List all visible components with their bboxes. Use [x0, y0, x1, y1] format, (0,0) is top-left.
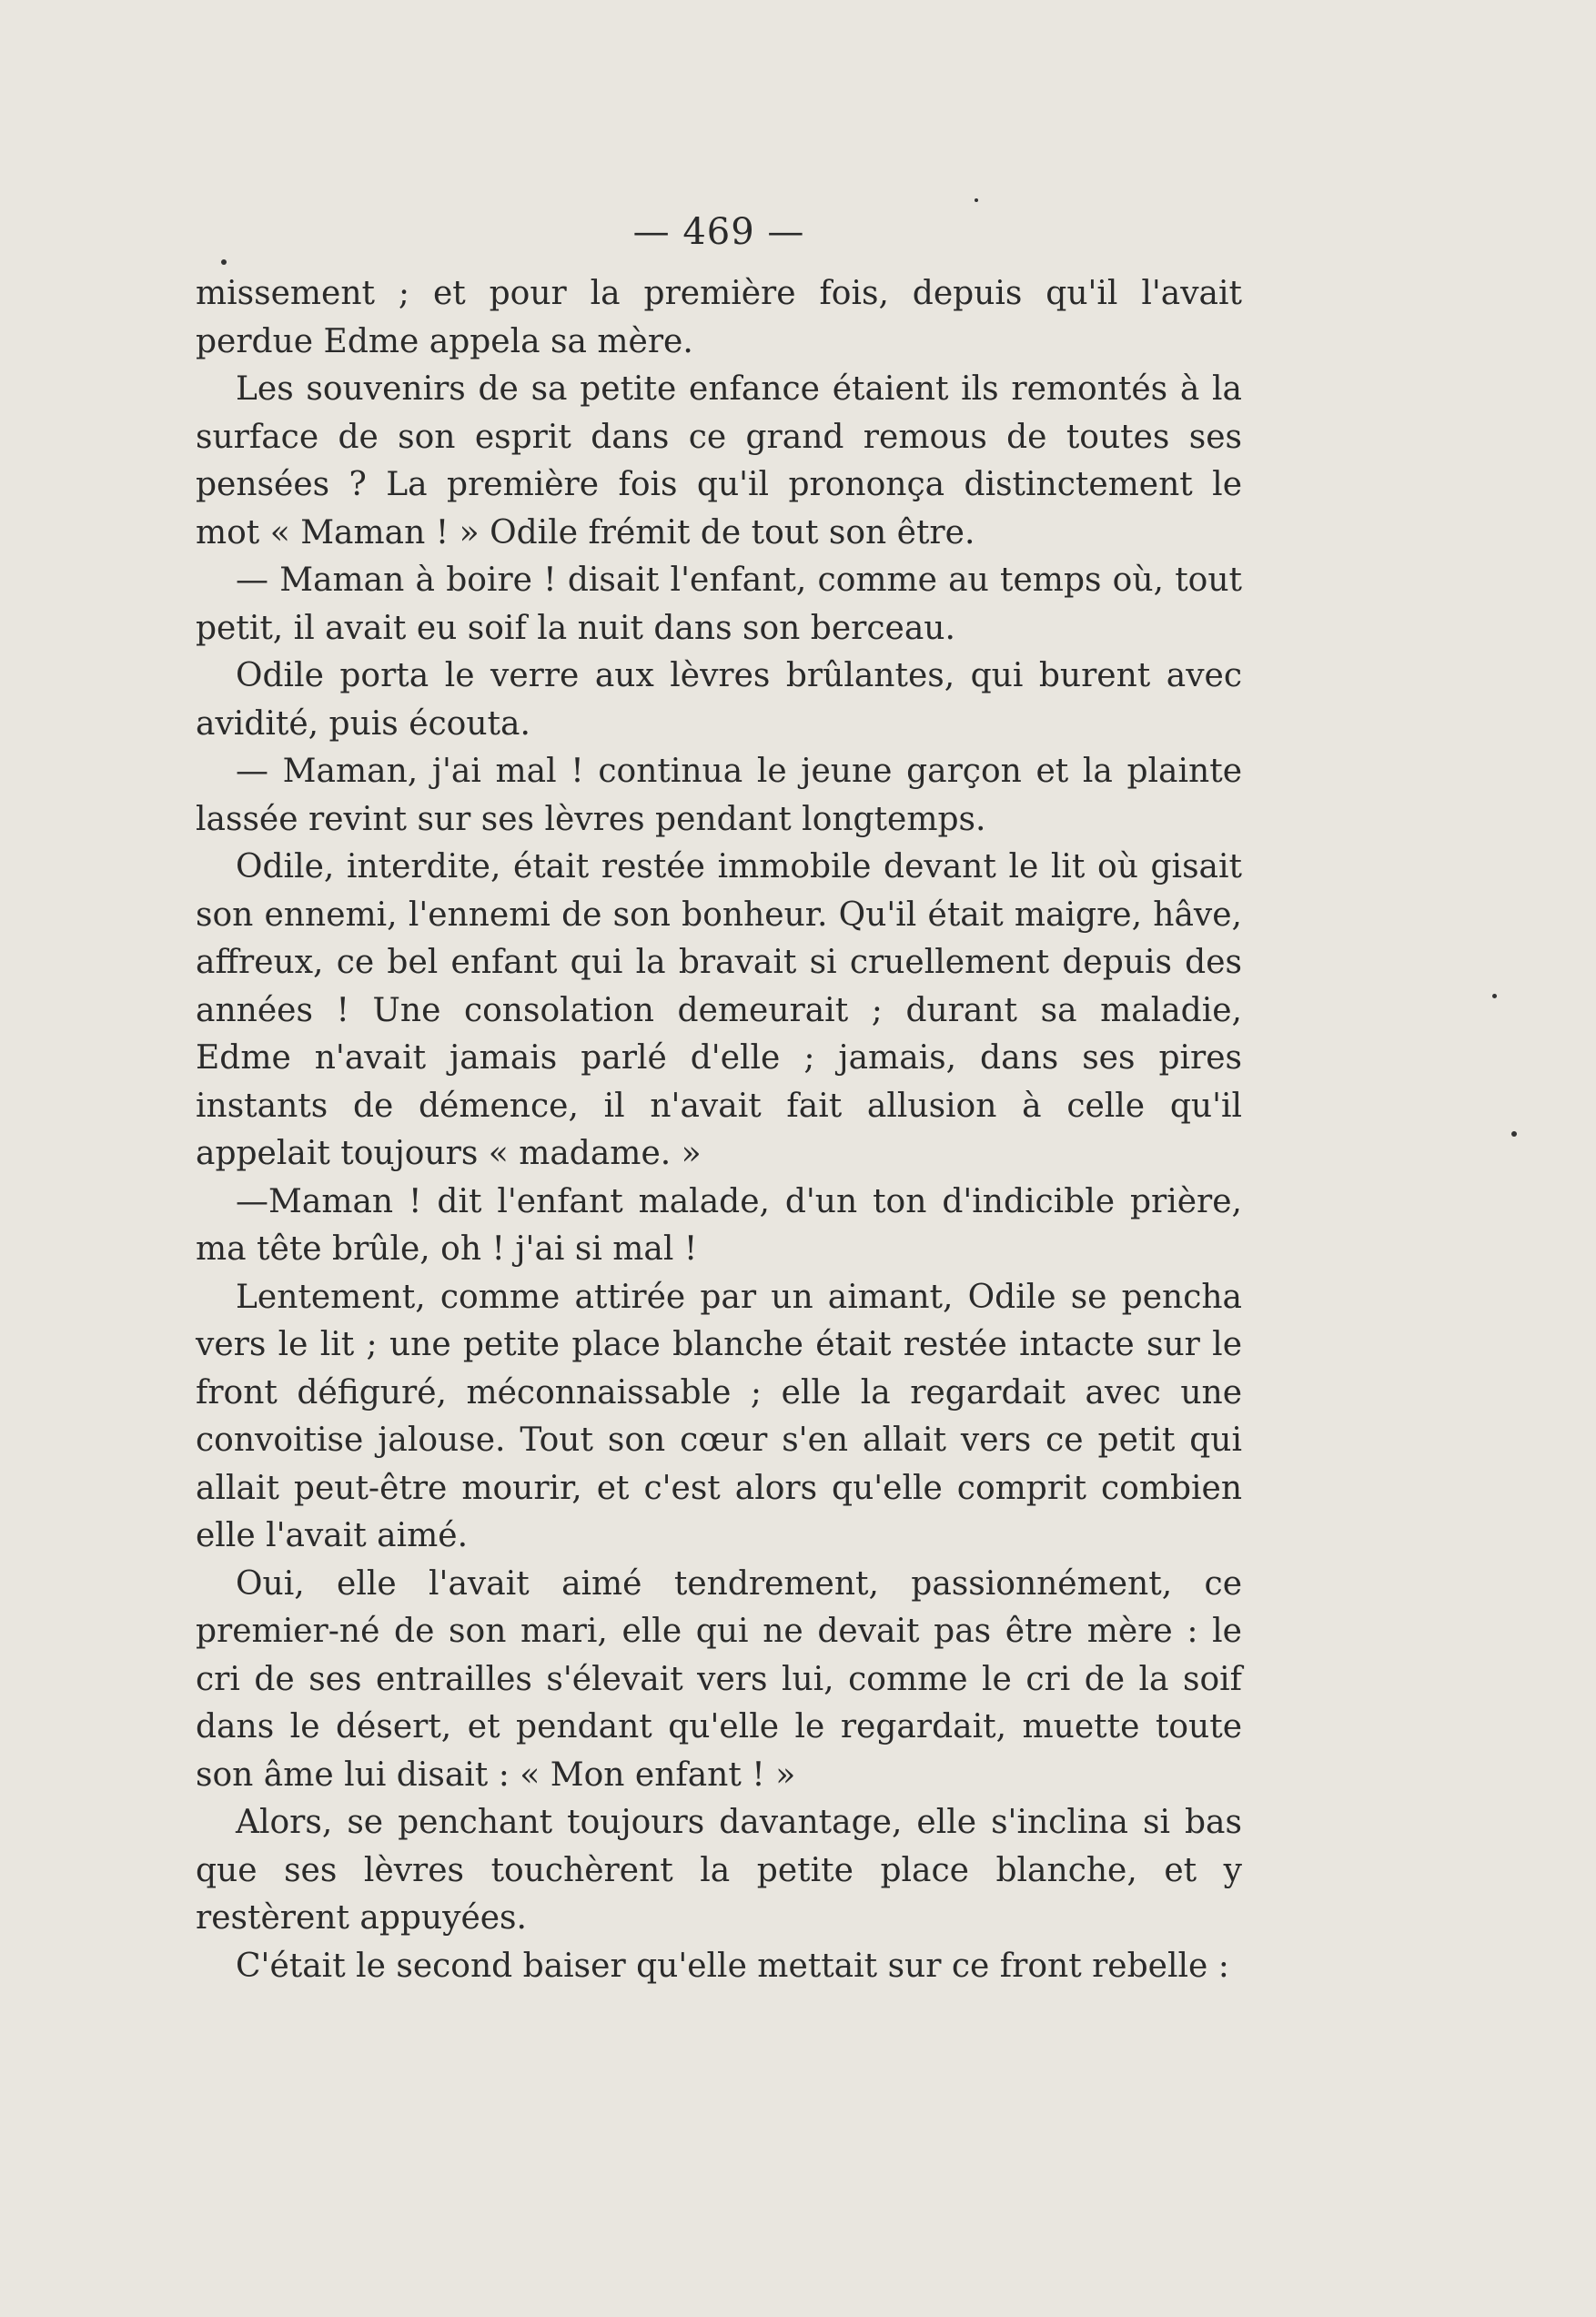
paragraph: — Maman à boire ! disait l'enfant, comme au temps où, tout petit, il avait eu soif la nuit dans son berceau.: [196, 562, 1242, 647]
paragraph: C'était le second baiser qu'elle mettait sur ce front rebelle :: [236, 1947, 1229, 1985]
paragraph: Odile, interdite, était restée immobile devant le lit où gisait son ennemi, l'ennemi de son bonheur. Qu'il était maigre, hâve, affreux, ce bel enfant qui la bravait si cruellement depuis des années ! Une consolation demeurait ; durant sa maladie, Edme n'avait jamais parlé d'elle ; jamais, dans ses pires instants de démence, il n'avait fait allusion à celle qu'il appelait toujours « madame. »: [196, 848, 1242, 1172]
paragraph: —Maman ! dit l'enfant malade, d'un ton d'indicible prière, ma tête brûle, oh ! j'ai si mal !: [196, 1182, 1242, 1268]
paragraph: Odile porta le verre aux lèvres brûlantes, qui burent avec avidité, puis écouta.: [196, 657, 1242, 743]
ink-speck: [1511, 1131, 1517, 1137]
paragraph: Alors, se penchant toujours davantage, elle s'inclina si bas que ses lèvres touchèrent la petite place blanche, et y restèrent appuyées.: [196, 1804, 1242, 1937]
ink-speck: [975, 198, 978, 202]
paragraph: Lentement, comme attirée par un aimant, Odile se pencha vers le lit ; une petite place blanche était restée intacte sur le front défiguré, méconnaissable ; elle la regardait avec une convoitise jalouse. Tout son cœur s'en allait vers ce petit qui allait peut-être mourir, et c'est alors qu'elle comprit combien elle l'avait aimé.: [196, 1278, 1242, 1554]
paragraph: Oui, elle l'avait aimé tendrement, passionnément, ce premier-né de son mari, elle qui ne devait pas être mère : le cri de ses entrailles s'élevait vers lui, comme le cri de la soif dans le désert, et pendant qu'elle le regardait, muette toute son âme lui disait : « Mon enfant ! »: [196, 1564, 1242, 1794]
paragraph: Les souvenirs de sa petite enfance étaient ils remontés à la surface de son esprit dans ce grand remous de toutes ses pensées ? La première fois qu'il prononça distinctement le mot « Maman ! » Odile frémit de tout son être.: [196, 370, 1242, 551]
page-text-block: [196, 205, 1242, 1990]
paragraph: — Maman, j'ai mal ! continua le jeune garçon et la plainte lassée revint sur ses lèvres pendant longtemps.: [196, 753, 1242, 838]
ink-speck: [1492, 994, 1497, 998]
paragraph: missement ; et pour la première fois, depuis qu'il l'avait perdue Edme appela sa mère.: [196, 275, 1242, 360]
page-number: — 469 —: [632, 211, 805, 253]
